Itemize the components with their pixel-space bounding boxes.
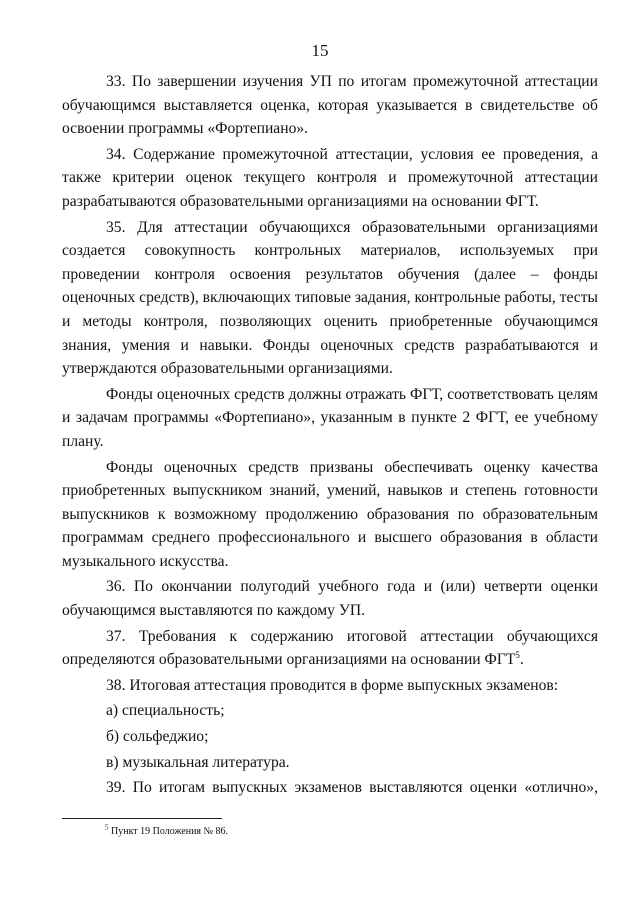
list-item-c: в) музыкальная литература. [106, 753, 290, 771]
paragraph-39: 39. По итогам выпускных экзаменов выставляются оценки «отлично», [106, 779, 598, 797]
paragraph-35-funds-requirements: Фонды оценочных средств должны отражать ФГТ, соответствовать целям и задачам программы «Фортепиано», указанным в пункте 2 ФГТ, ее учебному плану. [62, 385, 598, 450]
paragraph-36: 36. По окончании полугодий учебного года и (или) четверти оценки обучающимся выставляются по каждому УП. [62, 578, 598, 620]
paragraph-37-end: . [519, 651, 524, 669]
footnote-reference: 5 [515, 650, 520, 661]
paragraph-33: 33. По завершении изучения УП по итогам промежуточной аттестации обучающимся выставляется оценка, которая указывается в свидетельстве об освоении программы «Фортепиано». [62, 73, 598, 138]
list-item-b: б) сольфеджио; [106, 728, 209, 746]
footnote-divider [62, 818, 222, 819]
paragraph-37 [62, 625, 598, 672]
paragraph-34: 34. Содержание промежуточной аттестации, условия ее проведения, а также критерии оценок текущего контроля и промежуточной аттестации разрабатываются образовательными организациями на основании ФГТ. [62, 145, 598, 210]
paragraph-38: 38. Итоговая аттестация проводится в форме выпускных экзаменов: [106, 676, 559, 694]
page-number: 15 [311, 41, 329, 60]
paragraph-35: 35. Для аттестации обучающихся образовательными организациями создается совокупность контрольных материалов, используемых при проведении контроля освоения результатов обучения (далее – фонды оценочных средств), включающих типовые задания, контрольные работы, тесты и методы контроля, позволяющих оценить приобретенные обучающимся знания, умения и навыки. Фонды оценочных средств разрабатываются и утверждаются образовательными организациями. [62, 218, 598, 378]
footnote [105, 823, 229, 837]
paragraph-37-text: 37. Требования к содержанию итоговой аттестации обучающихся определяются образовательными организациями на основании ФГТ [62, 627, 598, 669]
paragraph-35-funds-purpose: Фонды оценочных средств призваны обеспечивать оценку качества приобретенных выпускником знаний, умений, навыков и степень готовности выпускников к возможному продолжению образования по образовательным программам среднего профессионального и высшего образования в области музыкального искусства. [62, 458, 598, 570]
footnote-marker: 5 [105, 823, 109, 832]
document-body [62, 70, 598, 800]
footnote-text: Пункт 19 Положения № 86. [108, 826, 229, 837]
list-item-a: а) специальность; [106, 702, 225, 720]
